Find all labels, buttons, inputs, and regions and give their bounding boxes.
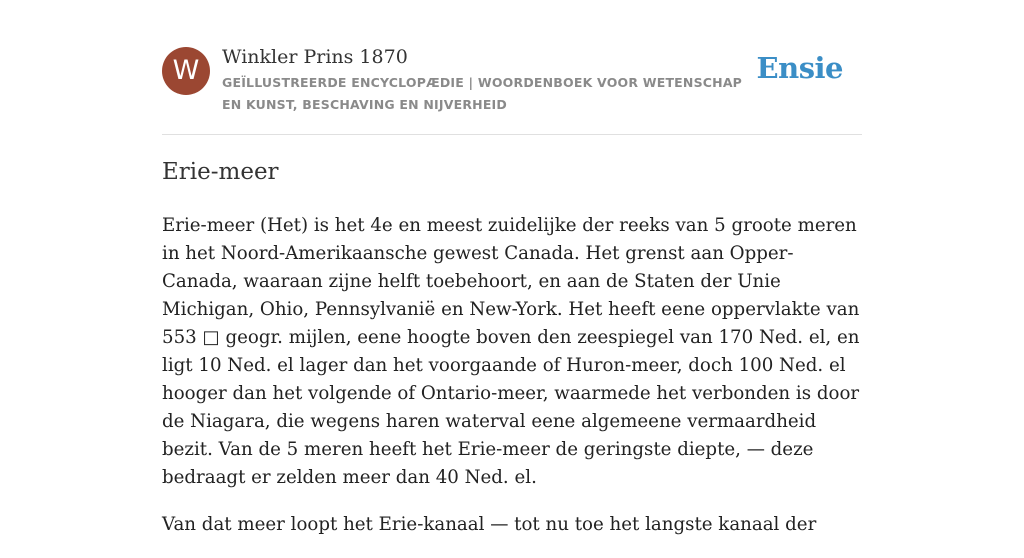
source-avatar[interactable]: W (162, 47, 210, 95)
source-subtitle: GEÏLLUSTREERDE ENCYCLOPÆDIE | WOORDENBOEK VOOR WETENSCHAP EN KUNST, BESCHAVING EN NIJVERHEID (222, 75, 743, 112)
entry-body (162, 212, 862, 558)
source-header (162, 0, 862, 135)
source-title[interactable]: Winkler Prins 1870 (222, 46, 408, 68)
ensie-logo[interactable]: Ensie (756, 51, 843, 85)
entry-paragraph: Erie-meer (Het) is het 4e en meest zuidelijke der reeks van 5 groote meren in het Noord-Amerikaansche gewest Canada. Het grenst aan Opper-Canada, waaraan zijne helft toebehoort, en aan de Staten der Unie Michigan, Ohio, Pennsylvanië en New-York. Het heeft eene oppervlakte van 553 □ geogr. mijlen, eene hoogte boven den zeespiegel van 170 Ned. el, en ligt 10 Ned. el lager dan het voorgaande of Huron-meer, doch 100 Ned. el hooger dan het volgende of Ontario-meer, waarmede het verbonden is door de Niagara, die wegens haren waterval eene algemeene vermaardheid bezit. Van de 5 meren heeft het Erie-meer de geringste diepte, — deze bedraagt er zelden meer dan 40 Ned. el. (162, 215, 860, 488)
page-container (162, 0, 862, 535)
entry-title: Erie-meer (162, 159, 279, 185)
entry-paragraph: Van dat meer loopt het Erie-kanaal — tot nu toe het langste kanaal der (162, 514, 817, 535)
